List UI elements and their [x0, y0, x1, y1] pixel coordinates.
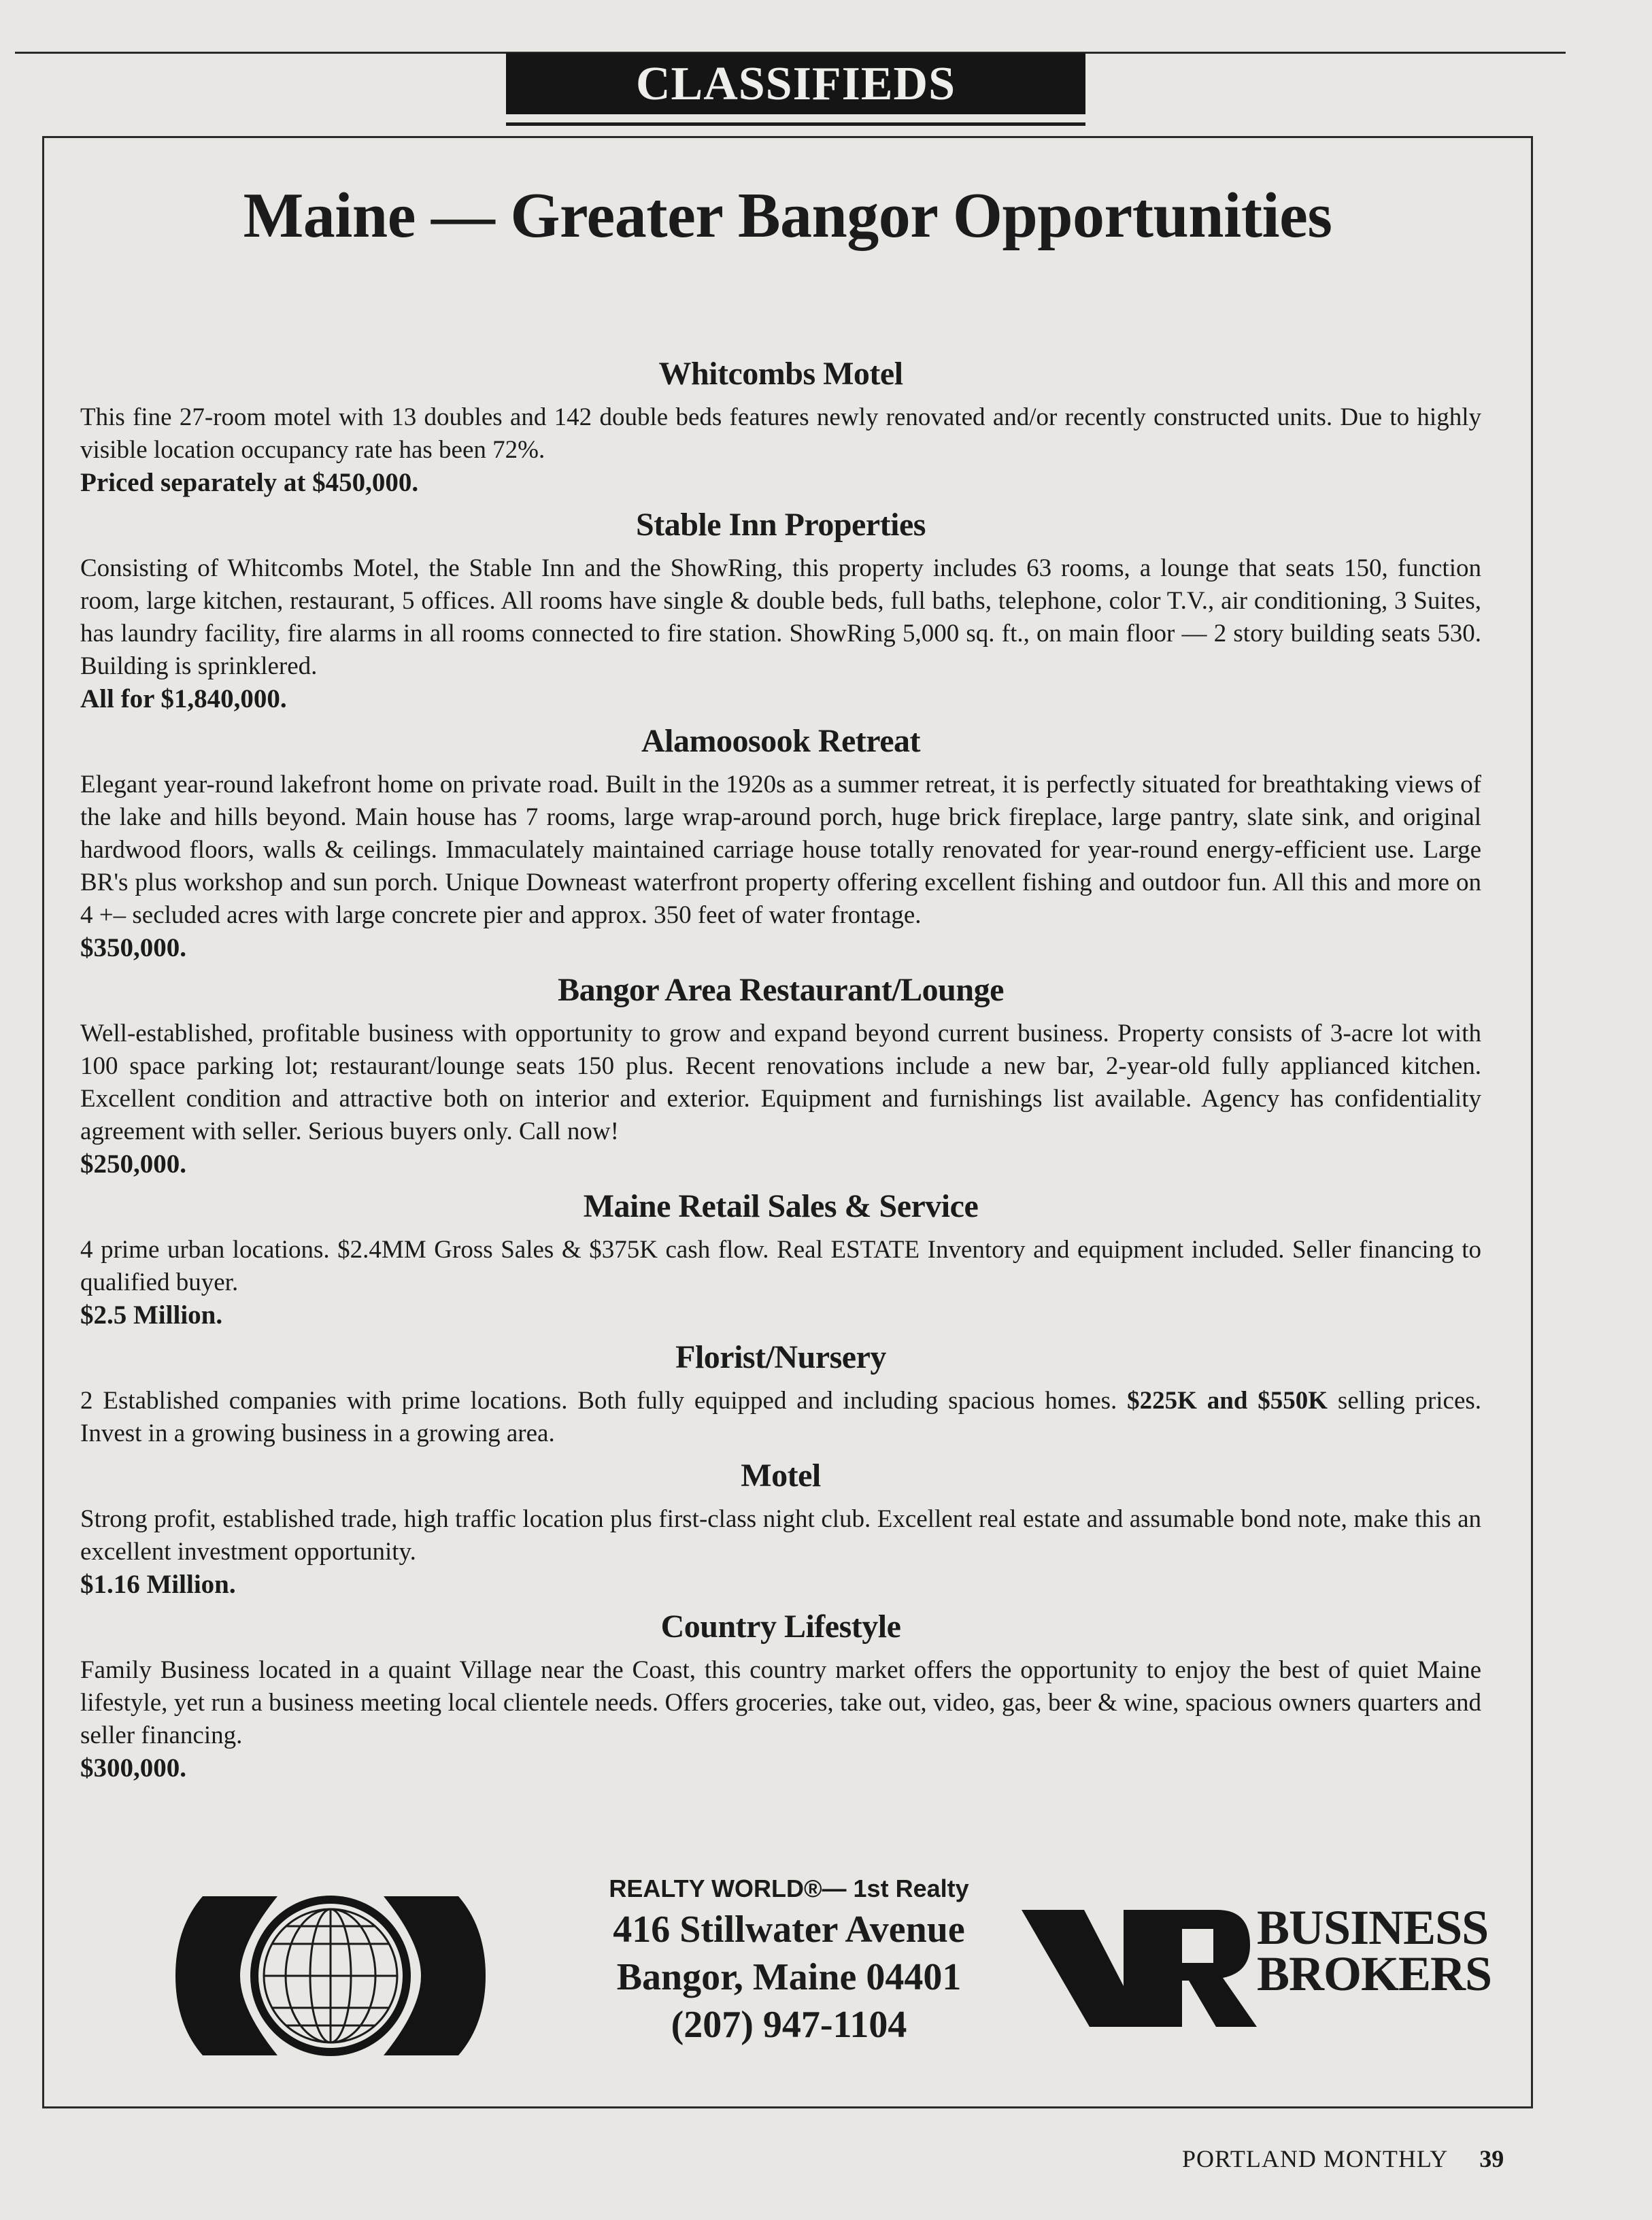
listing-text: This fine 27-room motel with 13 doubles and 142 double beds features newly renovated and/or recently constructed units. Due to highly visible location occupancy rate has been 72%. [80, 403, 1481, 464]
listing-price: Priced separately at $450,000. [80, 468, 419, 497]
street-address: 416 Stillwater Avenue [613, 1908, 965, 1951]
business-brokers-text [1257, 1900, 1522, 2001]
listing-text: Consisting of Whitcombs Motel, the Stable Inn and the ShowRing, this property includes 63 rooms, a lounge that seats 150, function room, large kitchen, restaurant, 5 offices. All rooms have single & double beds, full baths, telephone, color T.V., air conditioning, 3 Suites, has laundry facility, fire alarms in all rooms connected to fire station. ShowRing 5,000 sq. ft., on main floor — 2 story building seats 530. Building is sprinklered. [80, 554, 1481, 680]
contact-block [530, 1872, 1047, 2049]
listing-body [80, 1018, 1481, 1181]
listing-heading: Motel [741, 1458, 821, 1494]
header-underline [506, 122, 1085, 126]
listing-price: $250,000. [80, 1149, 186, 1179]
listing-body [80, 1503, 1481, 1601]
page-title: Maine — Greater Bangor Opportunities [243, 180, 1332, 251]
listing-body [80, 769, 1481, 964]
listing-heading: Florist/Nursery [675, 1339, 886, 1375]
listing-price: $350,000. [80, 933, 186, 962]
listing-body [80, 1234, 1481, 1332]
company-name: REALTY WORLD®— 1st Realty [609, 1874, 969, 1902]
page-footer [1182, 2142, 1549, 2175]
listing-heading: Stable Inn Properties [636, 507, 926, 543]
realty-world-globe-logo [175, 1888, 486, 2064]
listing-alamoosook-retreat [80, 722, 1481, 964]
phone-number: (207) 947-1104 [671, 2004, 907, 2046]
listing-text: Elegant year-round lakefront home on private road. Built in the 1920s as a summer retreat, it is perfectly situated for breathtaking views of the lake and hills beyond. Main house has 7 rooms, large wrap-around porch, huge brick fireplace, large pantry, slate sink, and original hardwood floors, walls & ceilings. Immaculately maintained carriage house totally renovated for year-round energy-efficient use. Large BR's plus workshop and sun porch. Unique Downeast waterfront property offering excellent fishing and outdoor fun. All this and more on 4 +– secluded acres with large concrete pier and approx. 350 feet of water frontage. [80, 771, 1481, 929]
listing-body [80, 1385, 1481, 1450]
brokers-line-1: BUSINESS [1257, 1900, 1489, 1955]
publication-name: PORTLAND MONTHLY [1182, 2145, 1449, 2172]
listing-heading: Maine Retail Sales & Service [583, 1188, 979, 1224]
listing-text-end: selling prices. Invest in a growing business in a growing area. [80, 1387, 1482, 1447]
listing-maine-retail [80, 1188, 1481, 1332]
section-header: CLASSIFIEDS [506, 53, 1085, 114]
listing-text: 2 Established companies with prime locations. Both fully equipped and including spacious homes. [80, 1387, 1117, 1415]
listing-heading: Bangor Area Restaurant/Lounge [558, 972, 1004, 1008]
listing-price: $300,000. [80, 1753, 186, 1783]
brokers-line-2: BROKERS [1257, 1947, 1492, 2001]
listing-text: Well-established, profitable business with opportunity to grow and expand beyond current business. Property consists of 3-acre lot with 100 space parking lot; restaurant/lounge seats 150 plus. Recent renovations include a new bar, 2-year-old fully applianced kitchen. Excellent condition and attractive both on interior and exterior. Equipment and furnishings list available. Agency has confidentiality agreement with seller. Serious buyers only. Call now! [80, 1020, 1481, 1145]
page-number: 39 [1479, 2145, 1504, 2172]
listing-body [80, 401, 1481, 499]
listing-price: All for $1,840,000. [80, 684, 287, 713]
vr-business-brokers-logo [1022, 1904, 1257, 2027]
listing-heading: Whitcombs Motel [658, 356, 903, 392]
listing-body [80, 552, 1481, 716]
city-state-zip: Bangor, Maine 04401 [616, 1956, 962, 1998]
listing-country-lifestyle [80, 1608, 1481, 1785]
listing-bangor-restaurant [80, 971, 1481, 1181]
listing-florist-nursery [80, 1339, 1481, 1450]
listing-motel [80, 1457, 1481, 1601]
listing-body [80, 1654, 1481, 1785]
listing-stable-inn [80, 506, 1481, 716]
listing-text: 4 prime urban locations. $2.4MM Gross Sales & $375K cash flow. Real ESTATE Inventory and equipment included. Seller financing to qualified buyer. [80, 1236, 1481, 1296]
listing-price: $2.5 Million. [80, 1300, 223, 1330]
listing-heading: Alamoosook Retreat [641, 723, 921, 759]
listing-text: Strong profit, established trade, high traffic location plus first-class night club. Excellent real estate and assumable bond note, make this an excellent investment opportunity. [80, 1505, 1481, 1566]
listing-text: Family Business located in a quaint Village near the Coast, this country market offers the opportunity to enjoy the best of quiet Maine lifestyle, yet run a business meeting local clientele needs. Offers groceries, take out, video, gas, beer & wine, spacious owners quarters and seller financing. [80, 1656, 1481, 1749]
listing-price: $1.16 Million. [80, 1570, 236, 1599]
listings [80, 348, 1481, 1785]
listing-whitcombs-motel [80, 355, 1481, 499]
listing-price-range: $225K and $550K [1127, 1387, 1328, 1415]
listing-heading: Country Lifestyle [660, 1609, 901, 1645]
